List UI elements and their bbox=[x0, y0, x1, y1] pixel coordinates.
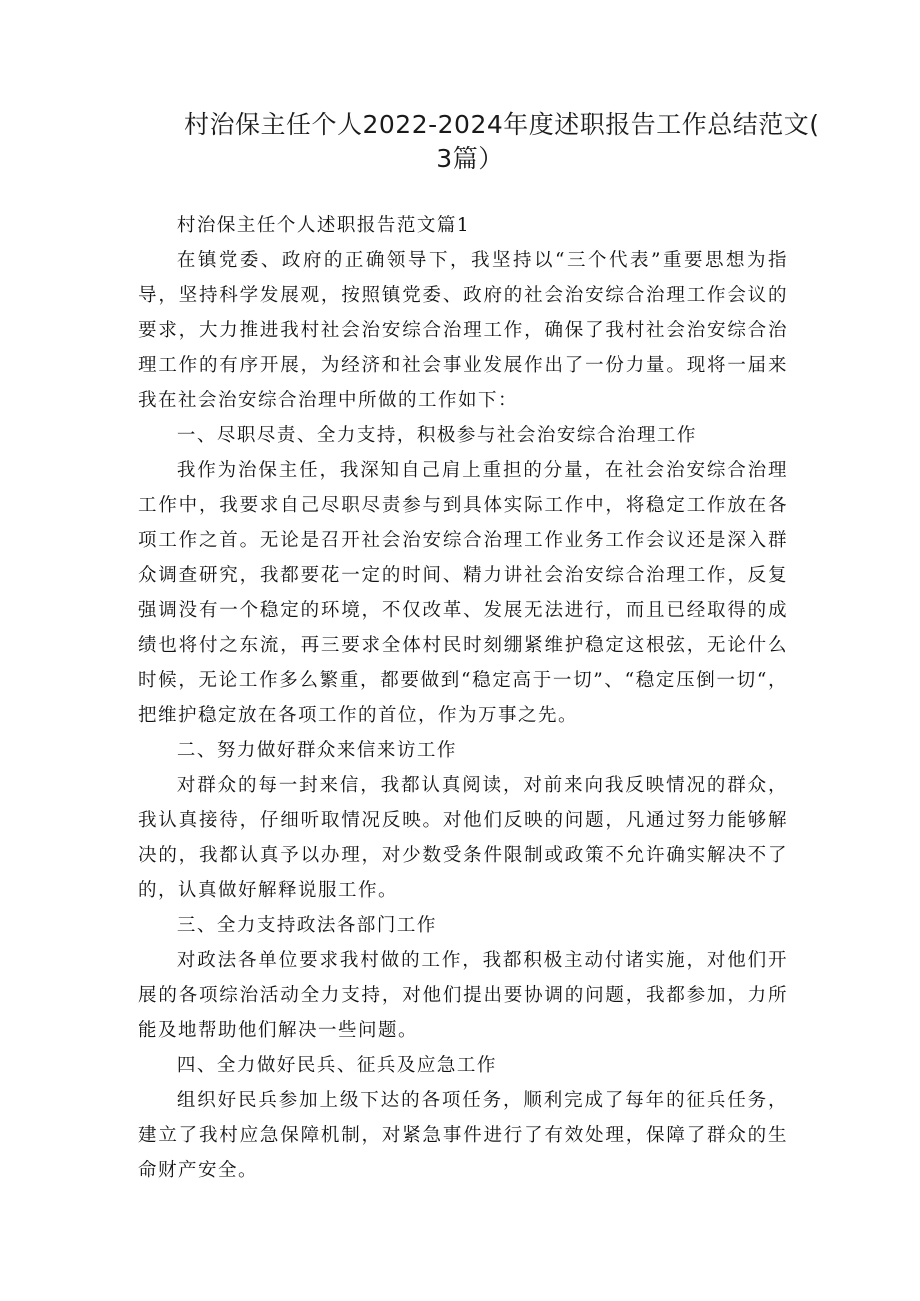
title-line-1: 村治保主任个人2022-2024年度述职报告工作总结范文( bbox=[184, 110, 820, 139]
document-title bbox=[140, 108, 820, 176]
paragraph: 在镇党委、政府的正确领导下，我坚持以“三个代表”重要思想为指导，坚持科学发展观，按照镇党委、政府的社会治安综合治理工作会议的要求，大力推进我村社会治安综合治理工作，确保了我村社会治安综合治理工作的有序开展，为经济和社会事业发展作出了一份力量。现将一届来我在社会治安综合治理中所做的工作如下： bbox=[138, 250, 788, 411]
section-heading: 四、全力做好民兵、征兵及应急工作 bbox=[176, 1055, 497, 1076]
paragraph: 对群众的每一封来信，我都认真阅读，对前来向我反映情况的群众，我认真接待，仔细听取情况反映。对他们反映的问题，凡通过努力能够解决的，我都认真予以办理，对少数受条件限制或政策不允许确实解决不了的，认真做好解释说服工作。 bbox=[138, 775, 788, 901]
paragraph: 组织好民兵参加上级下达的各项任务，顺利完成了每年的征兵任务，建立了我村应急保障机制，对紧急事件进行了有效处理，保障了群众的生命财产安全。 bbox=[138, 1090, 788, 1181]
paragraph: 对政法各单位要求我村做的工作，我都积极主动付诸实施，对他们开展的各项综治活动全力支持，对他们提出要协调的问题，我都参加，力所能及地帮助他们解决一些问题。 bbox=[138, 950, 788, 1041]
document-body bbox=[138, 208, 788, 1188]
section-heading: 村治保主任个人述职报告范文篇1 bbox=[176, 215, 471, 236]
section-heading: 二、努力做好群众来信来访工作 bbox=[176, 740, 457, 761]
paragraph: 我作为治保主任，我深知自己肩上重担的分量，在社会治安综合治理工作中，我要求自己尽职尽责参与到具体实际工作中，将稳定工作放在各项工作之首。无论是召开社会治安综合治理工作业务工作会议还是深入群众调查研究，我都要花一定的时间、精力讲社会治安综合治理工作，反复强调没有一个稳定的环境，不仅改革、发展无法进行，而且已经取得的成绩也将付之东流，再三要求全体村民时刻绷紧维护稳定这根弦，无论什么时候，无论工作多么繁重，都要做到“稳定高于一切”、“稳定压倒一切“，把维护稳定放在各项工作的首位，作为万事之先。 bbox=[138, 460, 788, 726]
section-heading: 一、尽职尽责、全力支持，积极参与社会治安综合治理工作 bbox=[176, 425, 697, 446]
section-heading: 三、全力支持政法各部门工作 bbox=[176, 915, 437, 936]
title-line-2: 3篇） bbox=[436, 144, 504, 173]
